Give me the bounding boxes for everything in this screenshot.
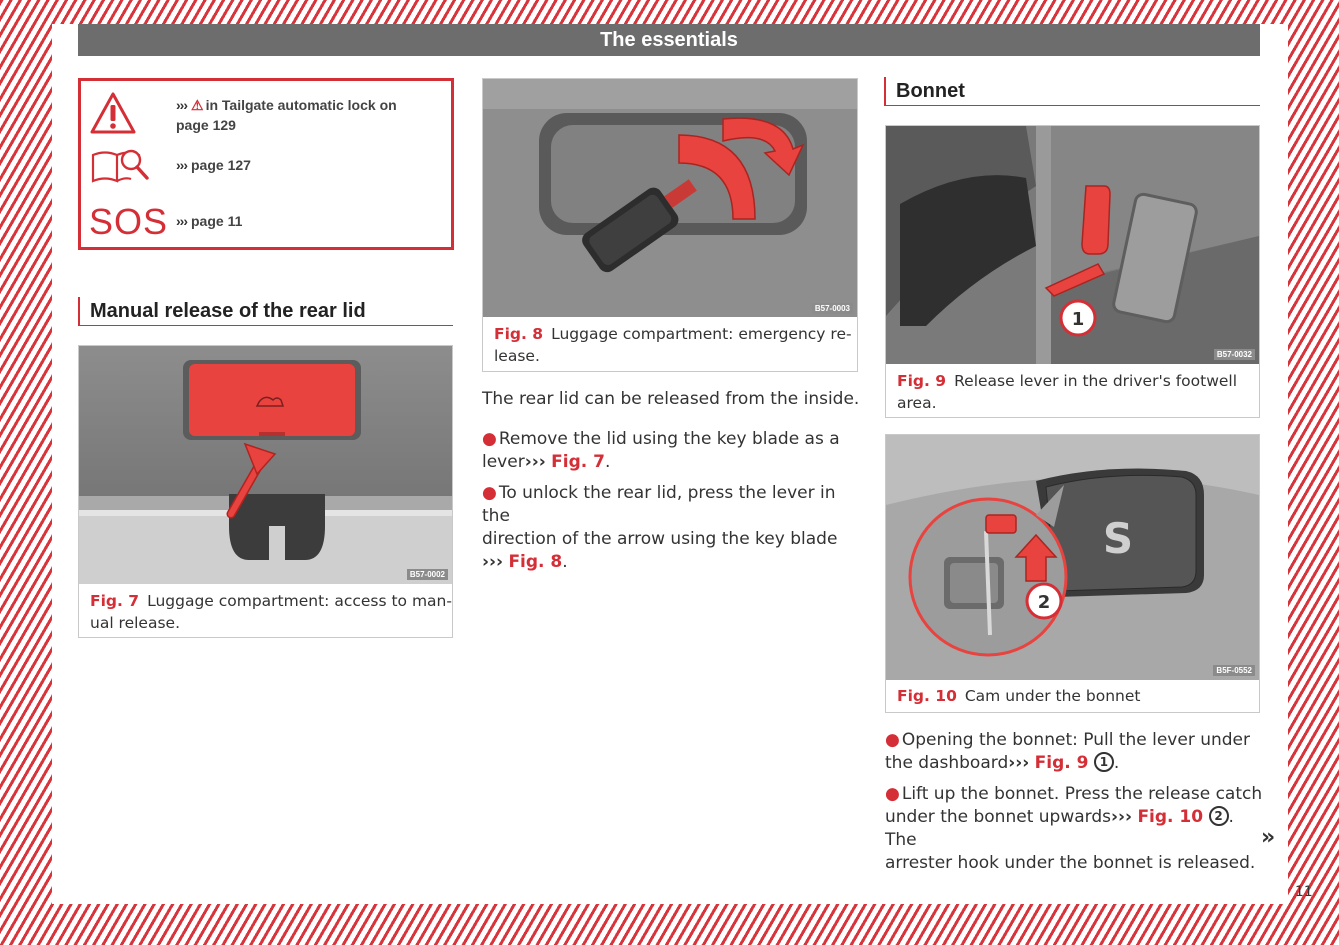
bonnet-step-2 [885, 783, 1265, 875]
ref-arrows: ››› [1111, 807, 1133, 827]
bonnet-step-2-line3: arrester hook under the bonnet is released. [885, 853, 1256, 873]
step-2-line1: To unlock the rear lid, press the lever in the [482, 483, 836, 526]
bonnet-step-2-line2-end: . The [885, 807, 1234, 850]
bonnet-step-2-line1: Lift up the bonnet. Press the release catch [901, 784, 1263, 804]
continued-marker: » [1261, 825, 1276, 850]
warning-icon [89, 91, 137, 139]
step-2-line2: direction of the arrow using the key blade [482, 529, 838, 549]
notice-manual-page: page 127 [191, 157, 251, 173]
notice-box [78, 78, 454, 250]
figure-8-image [483, 79, 857, 317]
figure-7 [78, 345, 453, 638]
figure-9-image [886, 126, 1259, 364]
notice-sos-text[interactable] [176, 211, 242, 231]
page-header: The essentials [78, 24, 1260, 56]
figure-9-code: B57-0032 [1214, 349, 1255, 360]
warning-inline-icon: ⚠ [191, 97, 204, 113]
figure-8-caption-line2: lease. [494, 347, 540, 365]
callout-2-badge: 2 [1209, 806, 1229, 826]
page-number: 11 [1295, 884, 1313, 900]
notice-manual-row [81, 143, 451, 189]
notice-warning-text[interactable] [176, 95, 397, 135]
notice-sos-row [81, 199, 451, 245]
figure-8-ref: Fig. 8 [494, 325, 544, 343]
figure-10-image [886, 435, 1259, 680]
figure-9 [885, 125, 1260, 418]
figure-10 [885, 434, 1260, 713]
ref-arrows: ››› [524, 452, 546, 472]
bullet-icon: ● [885, 784, 900, 804]
figure-7-caption [90, 590, 452, 634]
callout-1-badge: 1 [1094, 752, 1114, 772]
bonnet-step-1-line1: Opening the bonnet: Pull the lever under [901, 730, 1251, 750]
figure-10-callout: 2 [1037, 592, 1051, 613]
notice-warning-line1: in Tailgate automatic lock on [205, 97, 397, 113]
figure-8-code: B57-0003 [812, 303, 853, 314]
sos-icon: SOS [89, 201, 169, 242]
ref-arrows: ››› [482, 552, 504, 572]
figure-8 [482, 78, 858, 372]
rear-lid-step-2: ● To unlock the rear lid, press the lever in the direction of the arrow using the key blade ››› Fig. 8. [482, 483, 838, 572]
figure-7-code: B57-0002 [407, 569, 448, 580]
bonnet-step-1: ● Opening the bonnet: Pull the lever under the dashboard››› Fig. 9 1 . [885, 730, 1251, 773]
svg-text:S: S [1102, 514, 1134, 563]
figure-8-caption [494, 323, 852, 367]
link-fig-8[interactable]: Fig. 8 [508, 552, 563, 572]
figure-9-caption [897, 370, 1237, 414]
section-title-manual-release: Manual release of the rear lid [78, 297, 453, 326]
figure-9-callout: 1 [1071, 309, 1085, 330]
bonnet-step-1-line2: the dashboard [885, 753, 1009, 773]
rear-lid-instructions [482, 388, 862, 574]
figure-7-ref: Fig. 7 [90, 592, 140, 610]
step-1-line2: lever [482, 452, 525, 472]
notice-sos-page: page 11 [191, 213, 243, 229]
figure-10-code: B5F-0552 [1213, 665, 1255, 676]
rear-lid-intro: The rear lid can be released from the inside. [482, 389, 860, 409]
figure-10-caption-text: Cam under the bonnet [964, 687, 1141, 705]
bullet-icon: ● [482, 429, 497, 449]
figure-8-caption-line1: Luggage compartment: emergency re- [551, 325, 852, 343]
bullet-icon: ● [885, 730, 900, 750]
notice-warning-row [81, 87, 451, 137]
link-fig-10[interactable]: Fig. 10 [1137, 807, 1204, 827]
figure-7-caption-line1: Luggage compartment: access to man- [147, 592, 452, 610]
book-magnifier-icon [89, 145, 151, 189]
figure-9-caption-line2: area. [897, 394, 937, 412]
link-fig-7[interactable]: Fig. 7 [551, 452, 605, 472]
notice-warning-line2: page 129 [176, 117, 236, 133]
ref-arrows: ››› [176, 213, 187, 229]
notice-manual-text[interactable] [176, 155, 251, 175]
section-title-bonnet: Bonnet [884, 77, 1260, 106]
figure-7-caption-line2: ual release. [90, 614, 181, 632]
bonnet-step-2-line2: under the bonnet upwards [885, 807, 1111, 827]
figure-10-ref: Fig. 10 [897, 687, 957, 705]
step-1-line1: Remove the lid using the key blade as a [498, 429, 840, 449]
ref-arrows: ››› [1008, 753, 1030, 773]
figure-10-caption [897, 685, 1140, 707]
ref-arrows: ››› [176, 97, 187, 113]
bonnet-instructions [885, 729, 1265, 875]
figure-9-ref: Fig. 9 [897, 372, 947, 390]
figure-7-image [79, 346, 452, 584]
rear-lid-step-1: ● Remove the lid using the key blade as a lever››› Fig. 7. [482, 429, 840, 472]
figure-9-caption-line1: Release lever in the driver's footwell [954, 372, 1238, 390]
ref-arrows: ››› [176, 157, 187, 173]
bullet-icon: ● [482, 483, 497, 503]
link-fig-9[interactable]: Fig. 9 [1034, 753, 1089, 773]
